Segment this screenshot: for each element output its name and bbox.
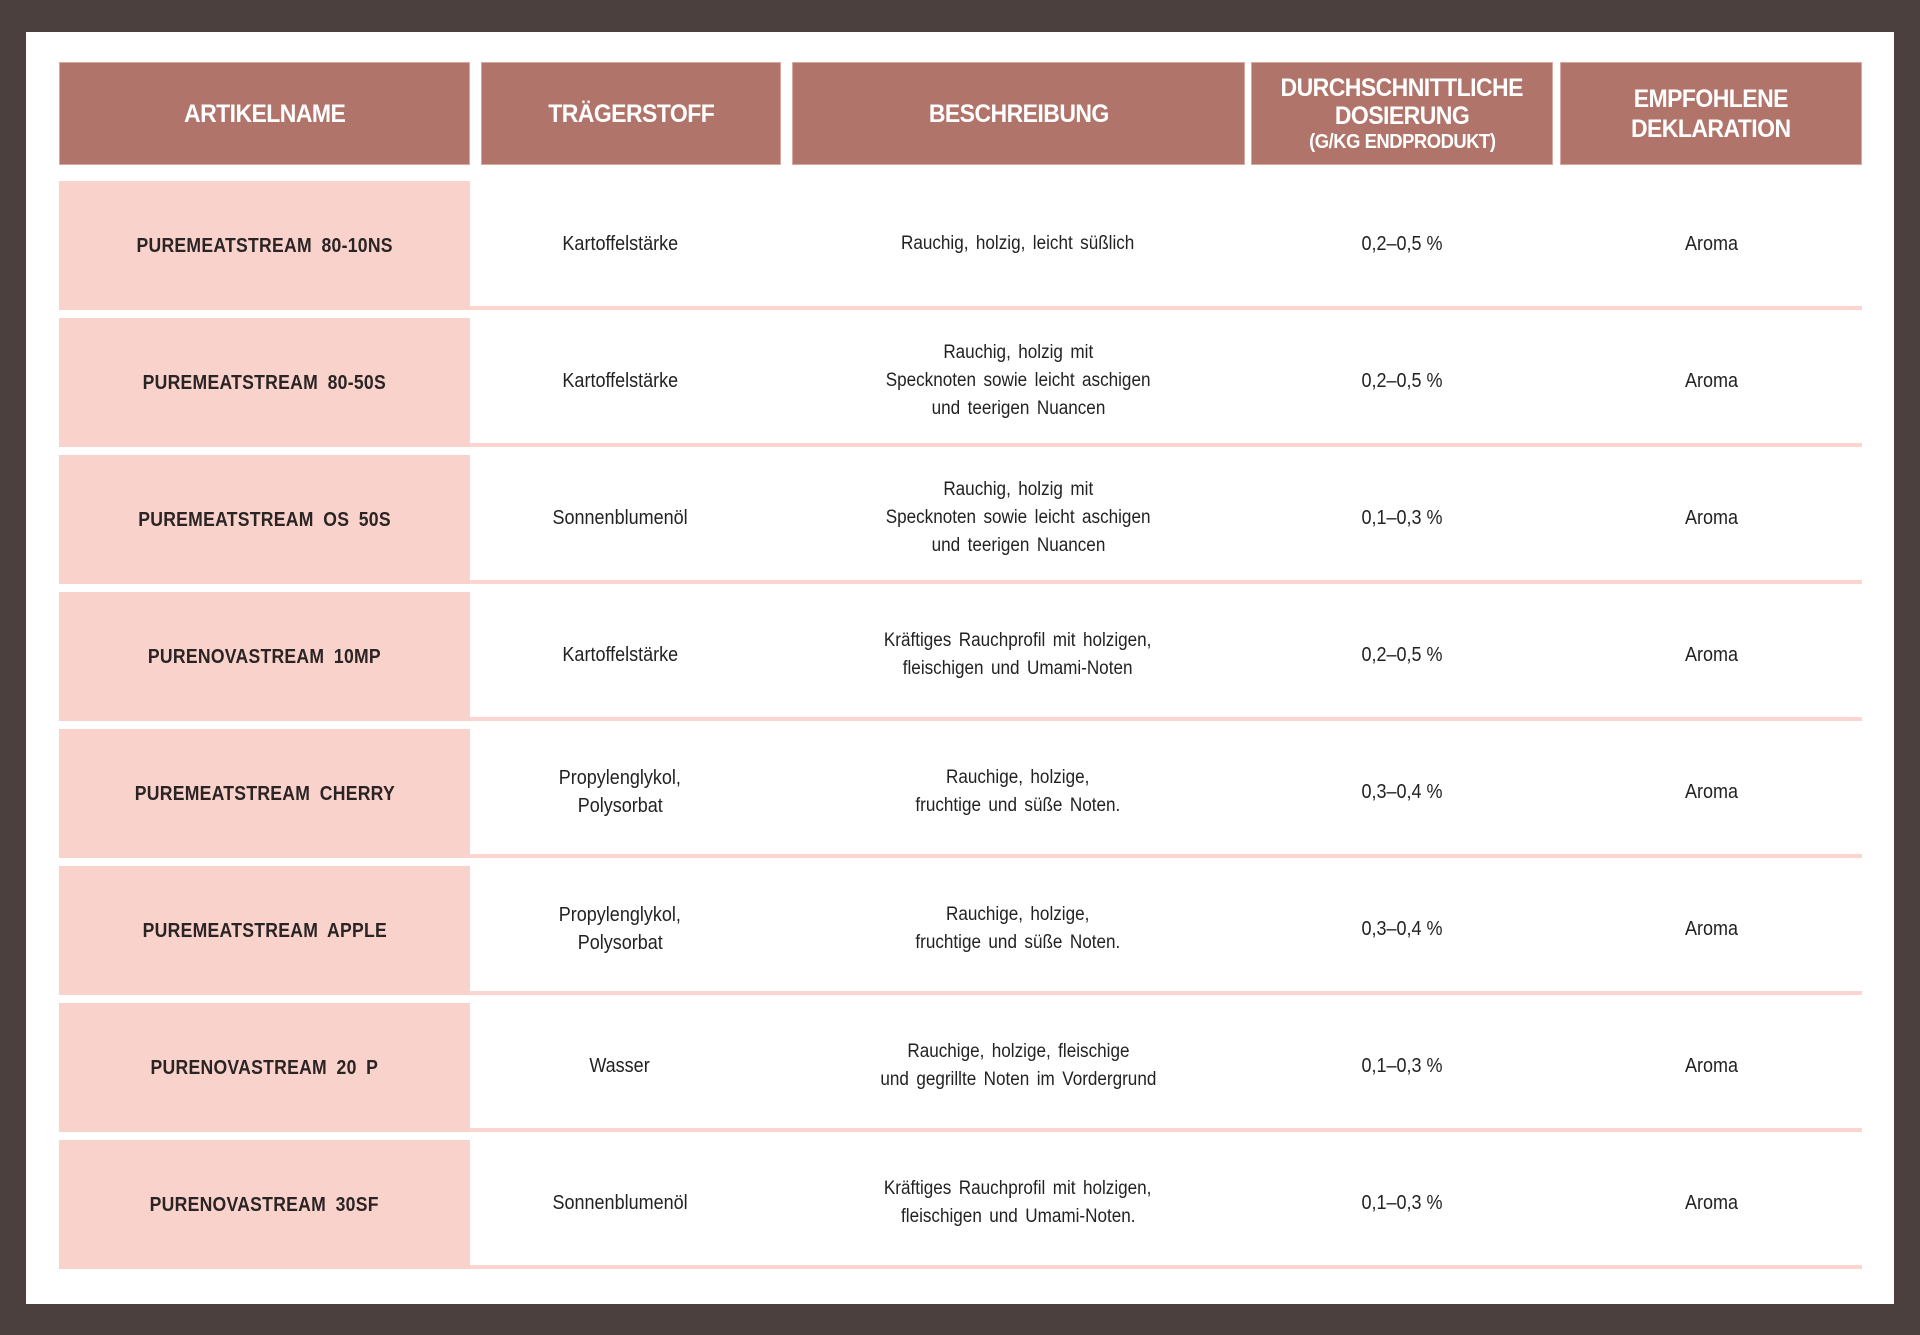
dosage-value: 0,3–0,4 % [1361,780,1443,803]
header-beschreibung [792,62,1245,165]
product-name: PUREMEATSTREAM 80-10NS [136,234,393,257]
table-row [59,1140,1862,1269]
carrier-line: Kartoffelstärke [562,369,678,392]
declaration-value: Aroma [1684,232,1738,255]
product-name-cell [59,455,470,584]
product-name: PURENOVASTREAM 20 P [150,1056,379,1079]
product-name-cell [59,592,470,721]
carrier-cell [470,318,770,443]
description-line: Rauchig, holzig mit [943,341,1093,363]
carrier-cell [470,729,770,854]
row-separator [470,306,1862,310]
description-cell [792,181,1244,306]
row-separator [470,717,1862,721]
carrier-cell [470,866,770,991]
header-label: BESCHREIBUNG [928,99,1109,128]
product-name-cell [59,1140,470,1269]
carrier-cell [470,1140,770,1265]
description-line: und teerigen Nuancen [931,534,1105,556]
row-separator [470,1128,1862,1132]
header-label-line2: DEKLARATION [1631,114,1791,143]
carrier-line: Propylenglykol, [558,766,682,789]
row-separator [470,443,1862,447]
row-separator [470,580,1862,584]
header-deklaration [1560,62,1862,165]
declaration-cell [1560,592,1862,717]
product-name: PUREMEATSTREAM 80-50S [142,371,387,394]
table-row [59,866,1862,995]
description-cell [792,1003,1244,1128]
declaration-cell [1560,1003,1862,1128]
product-name-cell [59,1003,470,1132]
description-line: Specknoten sowie leicht aschigen [885,369,1151,391]
header-label: TRÄGERSTOFF [547,99,715,128]
carrier-line: Kartoffelstärke [562,232,678,255]
table-body [59,181,1862,1269]
product-name-cell [59,318,470,447]
declaration-value: Aroma [1684,780,1738,803]
declaration-value: Aroma [1684,1054,1738,1077]
dosage-cell [1251,181,1553,306]
table-row [59,592,1862,721]
description-line: Rauchige, holzige, [946,903,1090,925]
header-dosierung [1251,62,1553,165]
description-cell [792,455,1244,580]
dosage-value: 0,2–0,5 % [1361,369,1443,392]
dosage-cell [1251,592,1553,717]
header-traegerstoff [481,62,781,165]
description-line: fruchtige und süße Noten. [915,931,1121,953]
description-line: Kräftiges Rauchprofil mit holzigen, [884,629,1152,651]
description-line: fleischigen und Umami-Noten. [900,1205,1136,1227]
carrier-cell [470,455,770,580]
product-name: PURENOVASTREAM 10MP [147,645,382,668]
product-name: PUREMEATSTREAM CHERRY [134,782,395,805]
declaration-cell [1560,866,1862,991]
carrier-cell [470,592,770,717]
dosage-value: 0,2–0,5 % [1361,643,1443,666]
header-label: ARTIKELNAME [183,99,346,128]
dosage-value: 0,1–0,3 % [1361,506,1443,529]
description-line: und gegrillte Noten im Vordergrund [879,1068,1157,1090]
declaration-cell [1560,318,1862,443]
product-name: PUREMEATSTREAM OS 50S [138,508,391,531]
product-name-cell [59,181,470,310]
table-row [59,181,1862,310]
carrier-line: Sonnenblumenöl [552,1191,688,1214]
dosage-cell [1251,318,1553,443]
table-row [59,729,1862,858]
description-line: und teerigen Nuancen [931,397,1105,419]
dosage-cell [1251,866,1553,991]
description-cell [792,318,1244,443]
carrier-line: Kartoffelstärke [562,643,678,666]
document-card [26,32,1894,1304]
product-name-cell [59,866,470,995]
product-table [59,62,1862,1277]
header-sublabel: (G/KG ENDPRODUKT) [1308,130,1496,153]
declaration-cell [1560,181,1862,306]
table-row [59,318,1862,447]
header-label-line2: DOSIERUNG [1334,101,1470,130]
carrier-line: Wasser [589,1054,651,1077]
dosage-value: 0,1–0,3 % [1361,1191,1443,1214]
table-header-row [59,62,1862,165]
declaration-value: Aroma [1684,369,1738,392]
table-row [59,455,1862,584]
header-label-line1: DURCHSCHNITTLICHE [1280,73,1524,102]
dosage-value: 0,1–0,3 % [1361,1054,1443,1077]
description-line: Kräftiges Rauchprofil mit holzigen, [884,1177,1152,1199]
dosage-cell [1251,455,1553,580]
carrier-cell [470,181,770,306]
description-cell [792,1140,1244,1265]
carrier-cell [470,1003,770,1128]
dosage-cell [1251,729,1553,854]
dosage-cell [1251,1140,1553,1265]
description-cell [792,729,1244,854]
row-separator [470,991,1862,995]
carrier-line: Sonnenblumenöl [552,506,688,529]
product-name: PUREMEATSTREAM APPLE [142,919,387,942]
row-separator [470,854,1862,858]
description-cell [792,866,1244,991]
declaration-cell [1560,729,1862,854]
description-line: Specknoten sowie leicht aschigen [885,506,1151,528]
description-line: Rauchig, holzig mit [943,478,1093,500]
dosage-cell [1251,1003,1553,1128]
description-line: fruchtige und süße Noten. [915,794,1121,816]
carrier-line: Polysorbat [577,794,663,817]
carrier-line: Polysorbat [577,931,663,954]
declaration-cell [1560,1140,1862,1265]
product-name-cell [59,729,470,858]
table-row [59,1003,1862,1132]
header-label-line1: EMPFOHLENE [1633,84,1789,113]
header-artikelname [59,62,470,165]
dosage-value: 0,3–0,4 % [1361,917,1443,940]
declaration-cell [1560,455,1862,580]
row-separator [470,1265,1862,1269]
product-name: PURENOVASTREAM 30SF [149,1193,380,1216]
description-line: Rauchige, holzige, [946,766,1090,788]
declaration-value: Aroma [1684,643,1738,666]
declaration-value: Aroma [1684,506,1738,529]
declaration-value: Aroma [1684,1191,1738,1214]
dosage-value: 0,2–0,5 % [1361,232,1443,255]
description-line: Rauchig, holzig, leicht süßlich [901,232,1135,254]
description-line: fleischigen und Umami-Noten [903,657,1133,679]
description-line: Rauchige, holzige, fleischige [906,1040,1130,1062]
description-cell [792,592,1244,717]
declaration-value: Aroma [1684,917,1738,940]
carrier-line: Propylenglykol, [558,903,682,926]
